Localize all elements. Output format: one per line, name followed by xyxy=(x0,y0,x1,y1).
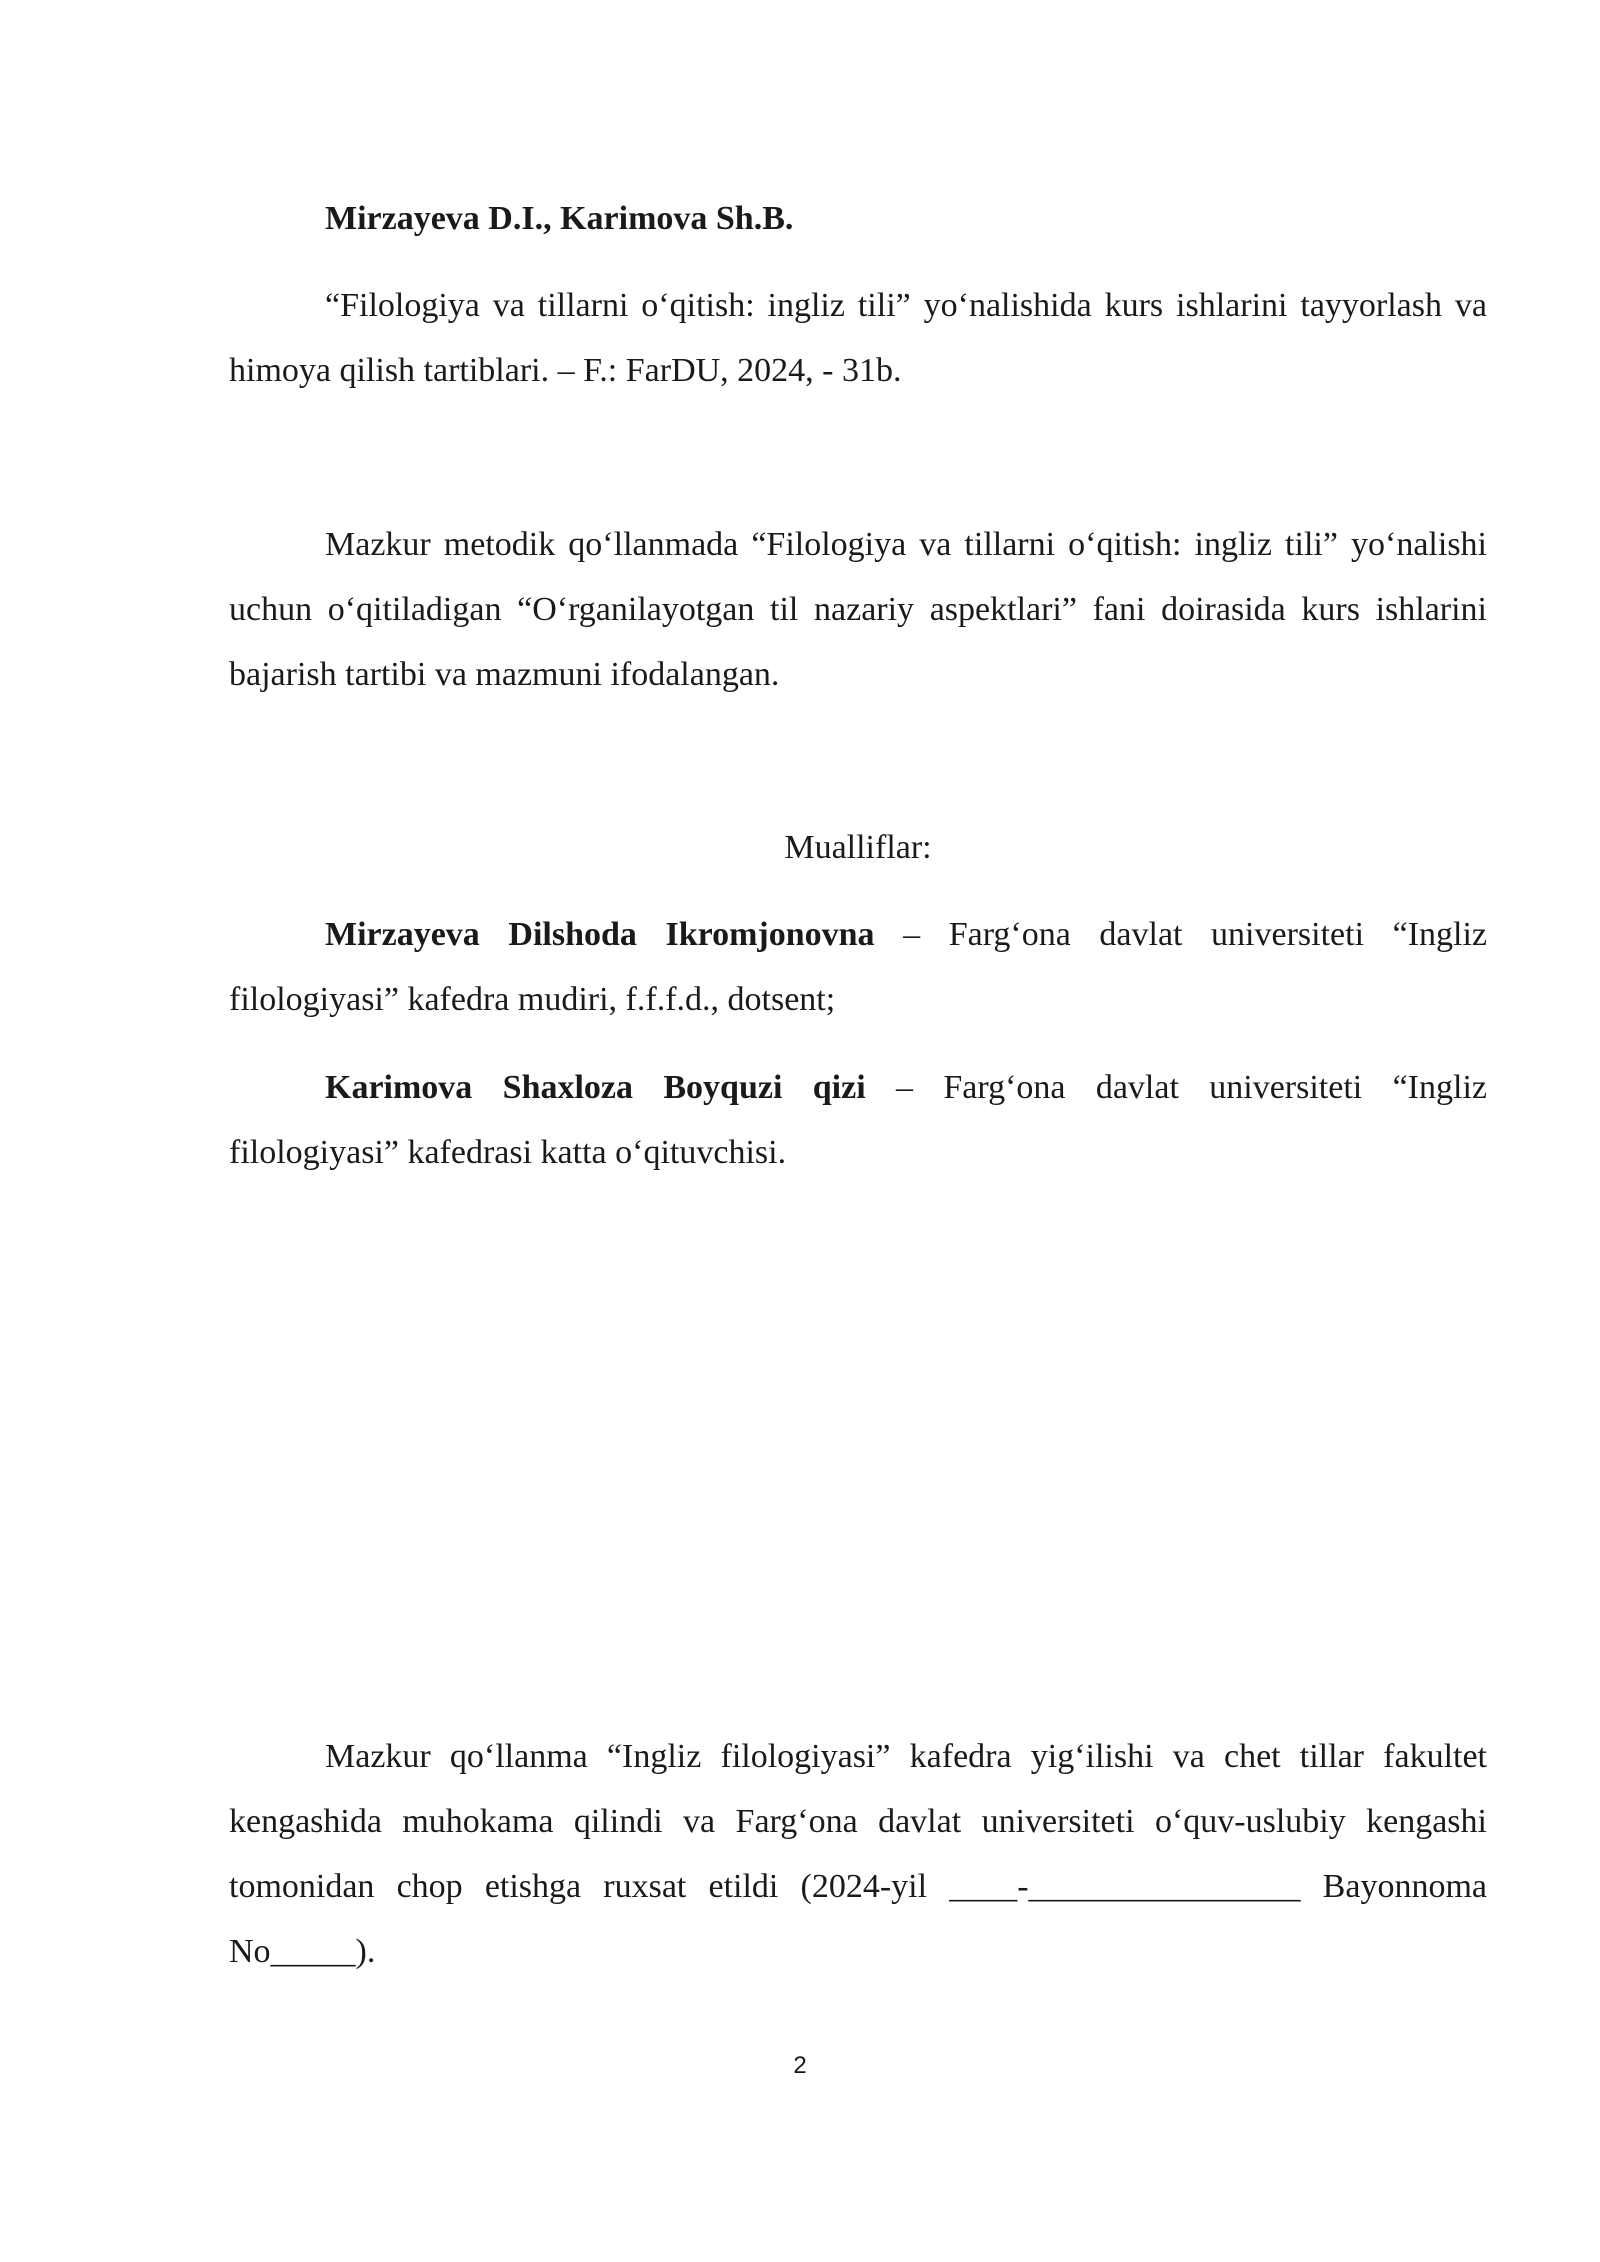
citation-paragraph: “Filologiya va tillarni o‘qitish: ingliz tili” yo‘nalishida kurs ishlarini tayyorlash va himoya qilish tartiblari. – F.: FarDU, 2024, - 31b. xyxy=(229,287,1487,389)
author-1-paragraph xyxy=(229,902,1487,1032)
author-2-description: – Farg‘ona davlat universiteti “Ingliz filologiyasi” kafedrasi katta o‘qituvchisi. xyxy=(229,1069,1487,1171)
page-number: 2 xyxy=(793,2052,807,2079)
approval-paragraph: Mazkur qo‘llanma “Ingliz filologiyasi” kafedra yig‘ilishi va chet tillar fakultet kengashida muhokama qilindi va Farg‘ona davlat universiteti o‘quv-uslubiy kengashi tomonidan chop etishga ruxsat etildi (2024-yil ____-________________ Bayonnoma No_____). xyxy=(229,1738,1487,1970)
authors-short: Mirzayeva D.I., Karimova Sh.B. xyxy=(325,200,794,237)
author-2-paragraph xyxy=(229,1055,1487,1185)
authors-heading: Mualliflar: xyxy=(784,829,932,866)
annotation-paragraph: Mazkur metodik qo‘llanmada “Filologiya va tillarni o‘qitish: ingliz tili” yo‘nalishi uchun o‘qitiladigan “O‘rganilayotgan til nazariy aspektlari” fani doirasida kurs ishlarini bajarish tartibi va mazmuni ifodalangan. xyxy=(229,526,1487,693)
author-2-name: Karimova Shaxloza Boyquzi qizi xyxy=(325,1069,866,1106)
author-1-name: Mirzayeva Dilshoda Ikromjonovna xyxy=(325,916,875,953)
author-1-description: – Farg‘ona davlat universiteti “Ingliz filologiyasi” kafedra mudiri, f.f.f.d., dotsent; xyxy=(229,916,1487,1018)
